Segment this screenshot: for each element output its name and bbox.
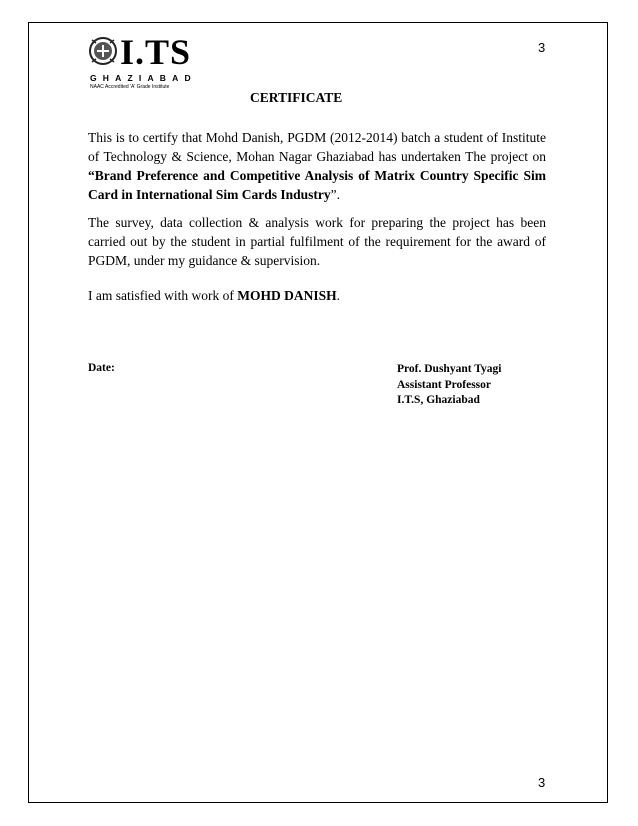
logo-city: GHAZIABAD [90,73,197,83]
p3-end: . [336,288,340,303]
its-logo [88,32,198,92]
page-number-top: 3 [538,40,546,55]
signatory-org: I.T.S, Ghaziabad [397,394,480,406]
p1-end: ”. [330,187,341,202]
student-name: MOHD DANISH [237,288,337,303]
certificate-paragraph-2: The survey, data collection & analysis work for preparing the project has been carried out by the student in partial fulfilment of the requirement for the award of PGDM, under my guidance & supervision. [88,215,546,268]
signatory-name: Prof. Dushyant Tyagi [397,363,502,375]
date-label: Date: [88,362,115,374]
certificate-title: CERTIFICATE [250,90,343,105]
emblem-icon [88,36,118,68]
logo-accreditation: NAAC Accredited 'A' Grade Institute [90,84,170,90]
logo-wordmark: I.TS [120,32,192,72]
project-title: “Brand Preference and Competitive Analysis of Matrix Country Specific Sim Card in International Sim Cards Industry [88,168,546,202]
page-number-bottom: 3 [538,775,546,790]
certificate-paragraph-3 [88,286,546,305]
signatory-title: Assistant Professor [397,378,492,391]
certificate-paragraph-1 [88,128,546,204]
signatory-block [397,362,501,409]
p3-text: I am satisfied with work of [88,288,238,303]
p1-text: This is to certify that Mohd Danish, PGDM (2012-2014) batch a student of Institute of Technology & Science, Mohan Nagar Ghaziabad has undertaken The project on [88,130,546,164]
